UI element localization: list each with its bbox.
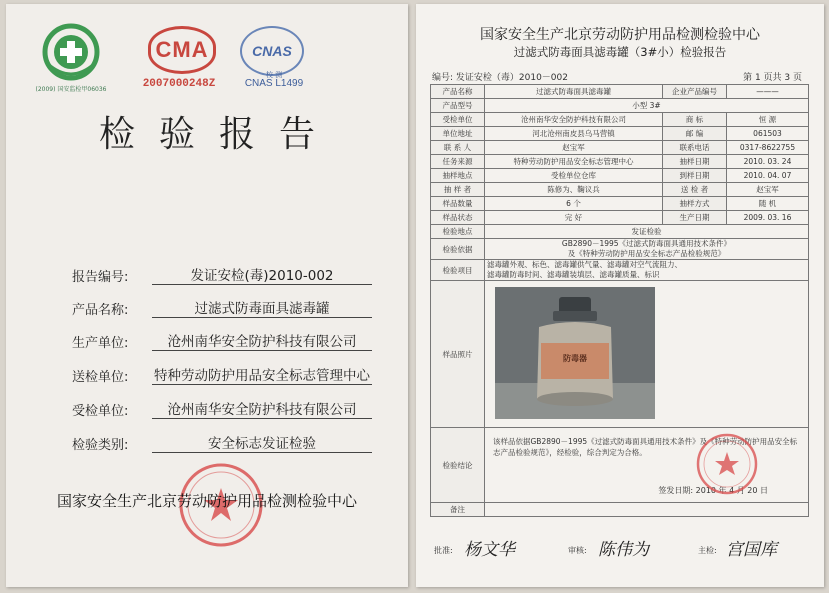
cell-value: 小型 3# xyxy=(485,99,809,113)
cell-label: 联 系 人 xyxy=(431,141,485,155)
cell-value: 赵宝军 xyxy=(485,141,663,155)
cell-value: 过滤式防毒面具滤毒罐 xyxy=(485,85,663,99)
official-seal-icon xyxy=(695,432,759,498)
cell-value: 0317-8622755 xyxy=(727,141,809,155)
cell-label: 检验项目 xyxy=(431,260,485,281)
report-number: 编号: 发证安检（毒）2010－002 xyxy=(432,73,568,83)
field-inspection-type xyxy=(72,430,372,456)
basis-line: 及《特种劳动防护用品安全标志产品检验规范》 xyxy=(567,249,726,258)
main-inspector-signature: 宫国库 xyxy=(726,540,777,560)
table-row xyxy=(431,225,809,239)
cell-label: 样品状态 xyxy=(431,211,485,225)
review-label: 审核: xyxy=(568,546,587,555)
table-row xyxy=(431,197,809,211)
cell-label: 产品名称 xyxy=(431,85,485,99)
table-row xyxy=(431,281,809,428)
cnas-number: CNAS L1499 xyxy=(244,78,304,89)
cell-value: 2010. 03. 24 xyxy=(727,155,809,169)
cma-logo-text: CMA xyxy=(148,26,216,74)
report-cover-page xyxy=(6,4,408,587)
table-row xyxy=(431,127,809,141)
cell-label: 抽样地点 xyxy=(431,169,485,183)
cell-value: 陈修为、鞠议兵 xyxy=(485,183,663,197)
cell-label: 抽 样 者 xyxy=(431,183,485,197)
cell-label: 样品照片 xyxy=(431,281,485,428)
field-value: 沧州南华安全防护科技有限公司 xyxy=(167,402,357,418)
field-value: 发证安检(毒)2010-002 xyxy=(190,268,334,284)
conclusion-cell xyxy=(485,428,809,503)
photo-cell xyxy=(485,281,809,428)
field-underline xyxy=(152,384,372,385)
cell-value: 特种劳动防护用品安全标志管理中心 xyxy=(485,155,663,169)
cell-label: 任务来源 xyxy=(431,155,485,169)
table-row xyxy=(431,239,809,260)
table-row xyxy=(431,113,809,127)
field-label: 产品名称: xyxy=(72,303,129,318)
field-underline xyxy=(152,284,372,285)
inspection-table xyxy=(430,84,809,517)
cell-label: 到样日期 xyxy=(663,169,727,183)
field-submitting-unit xyxy=(72,362,372,388)
sign-date: 签发日期: 2010 年 4 月 20 日 xyxy=(658,486,768,495)
cnas-logo-text: CNAS xyxy=(240,26,304,76)
sample-photo xyxy=(495,287,655,419)
table-row xyxy=(431,211,809,225)
review-signature: 陈伟为 xyxy=(598,540,649,560)
approve-signature: 杨文华 xyxy=(464,540,515,560)
cell-label: 生产日期 xyxy=(663,211,727,225)
cnas-logo-icon xyxy=(234,26,314,96)
cell-value xyxy=(485,239,809,260)
table-row xyxy=(431,183,809,197)
field-inspected-unit xyxy=(72,396,372,422)
field-product-name xyxy=(72,295,372,321)
cell-label: 邮 编 xyxy=(663,127,727,141)
cell-label: 送 检 者 xyxy=(663,183,727,197)
cell-value: 061503 xyxy=(727,127,809,141)
field-label: 报告编号: xyxy=(72,270,129,285)
cell-value: 恒 源 xyxy=(727,113,809,127)
quality-safety-logo-icon xyxy=(36,20,106,100)
cell-label: 抽样方式 xyxy=(663,197,727,211)
cell-label: 受检单位 xyxy=(431,113,485,127)
table-row xyxy=(431,260,809,281)
field-underline xyxy=(152,452,372,453)
cell-value: 受检单位仓库 xyxy=(485,169,663,183)
field-value: 沧州南华安全防护科技有限公司 xyxy=(167,334,357,350)
cell-label: 抽样日期 xyxy=(663,155,727,169)
table-row xyxy=(431,428,809,503)
table-row xyxy=(431,141,809,155)
cell-value: 完 好 xyxy=(485,211,663,225)
approve-label: 批准: xyxy=(434,546,453,555)
field-underline xyxy=(152,317,372,318)
cell-value: ——— xyxy=(727,85,809,99)
report-detail-page xyxy=(416,4,824,587)
cell-label: 单位地址 xyxy=(431,127,485,141)
items-line: 滤毒罐外观、标色、滤毒罐供气量、滤毒罐对空气流阻力、 xyxy=(487,260,682,269)
cell-value xyxy=(485,260,809,281)
center-title: 国家安全生产北京劳动防护用品检测检验中心 xyxy=(480,27,760,43)
cell-label: 检验依据 xyxy=(431,239,485,260)
issuing-authority: 国家安全生产北京劳动防护用品检测检验中心 xyxy=(56,492,357,510)
cma-number: 2007000248Z xyxy=(142,78,216,90)
cell-value: 发证检验 xyxy=(485,225,809,239)
table-row xyxy=(431,155,809,169)
signature-row xyxy=(430,531,808,569)
table-row xyxy=(431,503,809,517)
cell-value: 河北沧州南皮县乌马营镇 xyxy=(485,127,663,141)
cnas-caption: 校 测 xyxy=(265,71,283,79)
cell-label: 产品型号 xyxy=(431,99,485,113)
cell-value: 6 个 xyxy=(485,197,663,211)
cell-label: 检验地点 xyxy=(431,225,485,239)
cell-value: 沧州南华安全防护科技有限公司 xyxy=(485,113,663,127)
field-label: 受检单位: xyxy=(72,404,129,419)
field-underline xyxy=(152,350,372,351)
jar-label: 防毒器 xyxy=(563,354,587,363)
cell-value: 随 机 xyxy=(727,197,809,211)
items-line: 滤毒罐防毒时间、滤毒罐装填层、滤毒罐质量、标识 xyxy=(487,270,660,279)
field-value: 特种劳动防护用品安全标志管理中心 xyxy=(154,368,370,384)
cma-logo-icon xyxy=(124,26,234,96)
table-row xyxy=(431,85,809,99)
field-label: 送检单位: xyxy=(72,370,129,385)
conclusion-text: 该样品依据GB2890－1995《过滤式防毒面具通用技术条件》及《特种劳动防护用品安全标志产品检验规范》，经检验，综合判定为合格。 xyxy=(493,437,798,457)
page-title: 检验报告 xyxy=(98,114,339,155)
basis-line: GB2890－1995《过滤式防毒面具通用技术条件》 xyxy=(561,239,732,248)
field-label: 检验类别: xyxy=(72,438,129,453)
cell-label: 检验结论 xyxy=(431,428,485,503)
page-indicator: 第 1 页共 3 页 xyxy=(743,73,802,83)
cell-label: 样品数量 xyxy=(431,197,485,211)
field-report-number xyxy=(72,262,372,288)
field-label: 生产单位: xyxy=(72,336,129,351)
field-underline xyxy=(152,418,372,419)
table-row xyxy=(431,169,809,183)
field-value: 过滤式防毒面具滤毒罐 xyxy=(194,301,330,317)
cell-label: 联系电话 xyxy=(663,141,727,155)
main-inspector-label: 主检: xyxy=(698,546,717,555)
cell-value: 赵宝军 xyxy=(727,183,809,197)
field-value: 安全标志发证检验 xyxy=(208,436,316,452)
cell-value xyxy=(485,503,809,517)
cell-label: 商 标 xyxy=(663,113,727,127)
field-manufacturer xyxy=(72,328,372,354)
table-row xyxy=(431,99,809,113)
cell-value: 2010. 04. 07 xyxy=(727,169,809,183)
qs-logo-caption: (2009) 国安监检甲06036 xyxy=(35,86,107,93)
cell-label: 企业产品编号 xyxy=(663,85,727,99)
cell-label: 备注 xyxy=(431,503,485,517)
cell-value: 2009. 03. 16 xyxy=(727,211,809,225)
report-subtitle: 过滤式防毒面具滤毒罐（3#小）检验报告 xyxy=(513,45,727,59)
